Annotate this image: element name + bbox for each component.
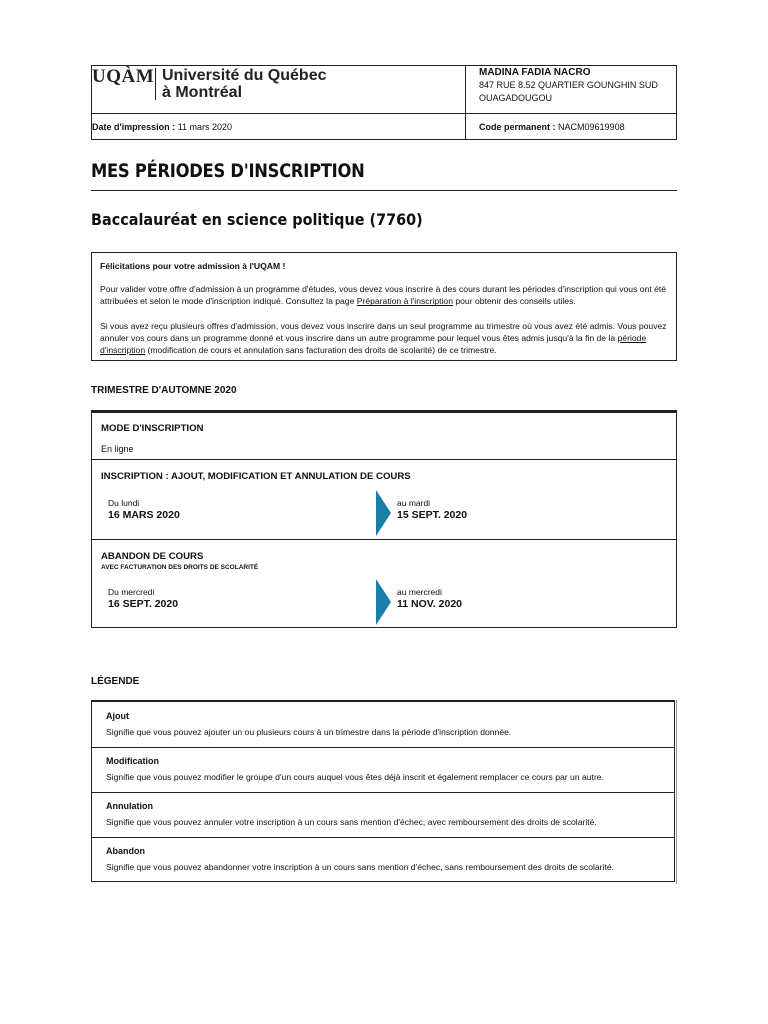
document-header: [91, 65, 677, 140]
drop-to-date: 11 NOV. 2020: [397, 598, 462, 610]
legend-item-desc: Signifie que vous pouvez ajouter un ou plusieurs cours à un trimestre dans la période d'inscription donnée.: [106, 727, 512, 737]
info-p2-line3: (modification de cours et annulation sans facturation des droits de scolarité) de ce trimestre.: [145, 345, 497, 356]
admission-info-box: [91, 252, 677, 361]
legend-item-desc: Signifie que vous pouvez abandonner votre inscription à un cours sans mention d'échec, sans remboursement des droits de scolarité.: [106, 862, 615, 872]
legend-item-desc: Signifie que vous pouvez annuler votre inscription à un cours sans mention d'échec, avec remboursement des droits de scolarité.: [106, 817, 597, 827]
registration-to-date: 15 SEPT. 2020: [397, 509, 468, 521]
university-name-line1: Université du Québec: [162, 67, 327, 84]
program-title: Baccalauréat en science politique (7760): [91, 210, 423, 229]
arrow-right-icon: [376, 490, 391, 536]
student-address-line1: 847 RUE 8.52 QUARTIER GOUNGHIN SUD: [479, 80, 658, 90]
legend-item-title: Annulation: [106, 801, 153, 811]
registration-period-link[interactable]: période d'inscription: [100, 332, 647, 356]
drop-from-date: 16 SEPT. 2020: [108, 598, 179, 610]
arrow-right-icon: [376, 579, 391, 625]
registration-title: INSCRIPTION : AJOUT, MODIFICATION ET ANNULATION DE COURS: [101, 471, 411, 482]
registration-to-label: au mardi: [397, 498, 431, 508]
info-p1-line2-end: pour obtenir des conseils utiles.: [452, 296, 576, 307]
drop-to-label: au mercredi: [397, 587, 442, 597]
print-date: [92, 122, 232, 132]
registration-block: [92, 460, 676, 540]
title-divider: [91, 190, 677, 191]
legend-item: [92, 792, 674, 838]
drop-from-label: Du mercredi: [108, 587, 155, 597]
info-p1-line1: Pour valider votre offre d'admission à un programme d'études, vous devez vous inscrire à des cours durant les périodes d'inscription qui vous: [100, 284, 638, 295]
info-paragraph-1: [100, 283, 668, 307]
registration-schedule: [91, 410, 677, 628]
permanent-code: [479, 122, 625, 132]
legend-item-desc: Signifie que vous pouvez modifier le groupe d'un cours auquel vous êtes déjà inscrit et également remplacer ce cours par un autre.: [106, 772, 604, 782]
legend-edge: [673, 700, 677, 884]
logo-separator: [155, 68, 156, 100]
mode-block: [92, 413, 676, 460]
student-address-line2: OUAGADOUGOU: [479, 93, 553, 103]
registration-from-label: Du lundi: [108, 498, 140, 508]
legend-item-title: Modification: [106, 756, 159, 766]
drop-block: [92, 540, 676, 628]
preparation-link[interactable]: Préparation à l'inscription: [356, 296, 453, 307]
legend-box: [91, 700, 675, 882]
permanent-code-label: Code permanent :: [479, 122, 556, 132]
header-divider: [465, 66, 466, 139]
info-p2-line1: Si vous avez reçu plusieurs offres d'admission, vous devez vous inscrire dans un seul programme au trimestre où vous avez été admis. Vous: [100, 320, 637, 331]
print-date-value: 11 mars 2020: [177, 122, 233, 132]
university-name-line2: à Montréal: [162, 84, 243, 101]
drop-title: ABANDON DE COURS: [101, 551, 204, 562]
legend-heading: LÉGENDE: [91, 676, 140, 687]
print-date-label: Date d'impression :: [92, 122, 176, 132]
info-paragraph-2: [100, 320, 668, 357]
info-p2-line2: pouvez annuler vos cours dans un programme donné et vous inscrire dans un autre programme pour lequel vous êtes admis jusqu'à la fin de la: [100, 320, 667, 343]
term-heading: TRIMESTRE D'AUTOMNE 2020: [91, 385, 237, 396]
logo-wordmark: UQÀM: [92, 66, 155, 87]
info-p1-line2: ont été attribuées et selon le mode d'inscription indiqué. Consultez la page: [100, 284, 667, 307]
legend-item: [92, 747, 674, 793]
student-name: MADINA FADIA NACRO: [479, 67, 591, 78]
legend-item: [92, 702, 674, 748]
drop-subtitle: AVEC FACTURATION DES DROITS DE SCOLARITÉ: [101, 564, 259, 571]
legend-item-title: Abandon: [106, 846, 145, 856]
page-title: MES PÉRIODES D'INSCRIPTION: [91, 160, 365, 182]
legend-item-title: Ajout: [106, 711, 129, 721]
mode-title: MODE D'INSCRIPTION: [101, 423, 204, 434]
permanent-code-value: NACM09619908: [558, 122, 625, 132]
mode-value: En ligne: [101, 444, 134, 454]
info-title: Félicitations pour votre admission à l'UQAM !: [100, 261, 286, 271]
legend-item: [92, 837, 674, 883]
registration-from-date: 16 MARS 2020: [108, 509, 180, 521]
